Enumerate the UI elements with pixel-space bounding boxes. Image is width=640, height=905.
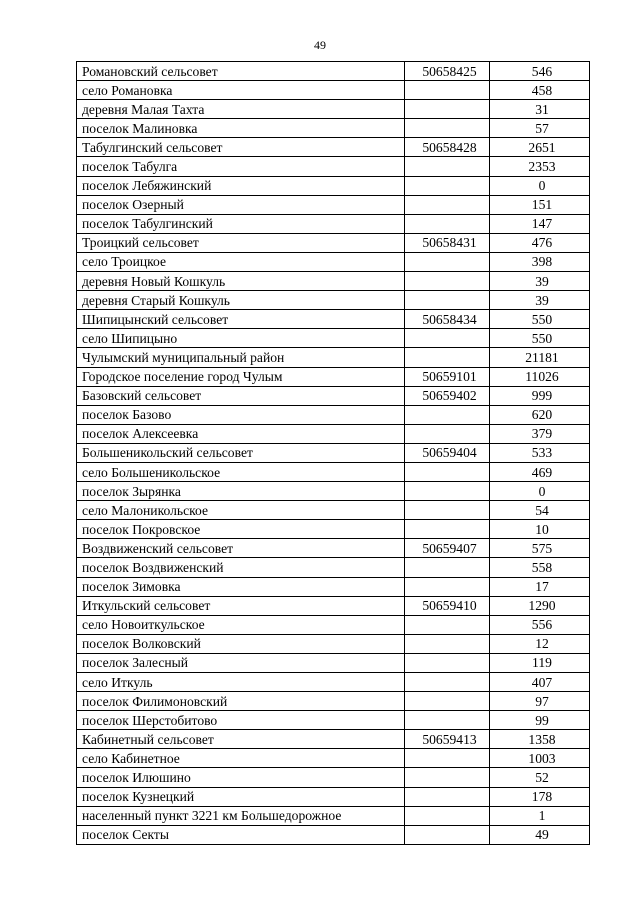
code-cell — [405, 100, 490, 119]
code-cell — [405, 749, 490, 768]
table-row — [77, 520, 590, 539]
code-cell — [405, 157, 490, 176]
value-cell: 2353 — [490, 157, 590, 176]
code-cell — [405, 653, 490, 672]
name-cell: село Троицкое — [77, 252, 405, 271]
name-cell: поселок Алексеевка — [77, 424, 405, 443]
name-cell: поселок Филимоновский — [77, 692, 405, 711]
value-cell: 52 — [490, 768, 590, 787]
value-cell: 151 — [490, 195, 590, 214]
table-row — [77, 749, 590, 768]
name-cell: поселок Озерный — [77, 195, 405, 214]
name-cell: Шипицынский сельсовет — [77, 310, 405, 329]
code-cell: 50658425 — [405, 62, 490, 81]
value-cell: 49 — [490, 825, 590, 844]
code-cell — [405, 176, 490, 195]
name-cell: поселок Покровское — [77, 520, 405, 539]
value-cell: 21181 — [490, 348, 590, 367]
code-cell: 50658431 — [405, 233, 490, 252]
name-cell: поселок Залесный — [77, 653, 405, 672]
table-row — [77, 195, 590, 214]
code-cell: 50658428 — [405, 138, 490, 157]
name-cell: поселок Лебяжинский — [77, 176, 405, 195]
name-cell: Базовский сельсовет — [77, 386, 405, 405]
value-cell: 469 — [490, 462, 590, 481]
value-cell: 0 — [490, 482, 590, 501]
name-cell: Большеникольский сельсовет — [77, 443, 405, 462]
code-cell — [405, 558, 490, 577]
code-cell — [405, 272, 490, 291]
value-cell: 558 — [490, 558, 590, 577]
value-cell: 119 — [490, 653, 590, 672]
code-cell — [405, 501, 490, 520]
code-cell: 50659407 — [405, 539, 490, 558]
value-cell: 476 — [490, 233, 590, 252]
table-row — [77, 386, 590, 405]
code-cell — [405, 81, 490, 100]
name-cell: Городское поселение город Чулым — [77, 367, 405, 386]
code-cell — [405, 291, 490, 310]
name-cell: деревня Старый Кошкуль — [77, 291, 405, 310]
value-cell: 31 — [490, 100, 590, 119]
value-cell: 57 — [490, 119, 590, 138]
name-cell: поселок Воздвиженский — [77, 558, 405, 577]
settlements-table — [76, 61, 590, 845]
code-cell — [405, 768, 490, 787]
code-cell — [405, 634, 490, 653]
name-cell: поселок Секты — [77, 825, 405, 844]
value-cell: 178 — [490, 787, 590, 806]
code-cell — [405, 214, 490, 233]
name-cell: село Романовка — [77, 81, 405, 100]
code-cell — [405, 482, 490, 501]
table-body — [77, 62, 590, 845]
table-row — [77, 424, 590, 443]
table-row — [77, 653, 590, 672]
table-row — [77, 252, 590, 271]
name-cell: поселок Шерстобитово — [77, 711, 405, 730]
table-row — [77, 673, 590, 692]
code-cell: 50658434 — [405, 310, 490, 329]
code-cell — [405, 806, 490, 825]
table-row — [77, 787, 590, 806]
name-cell: Чулымский муниципальный район — [77, 348, 405, 367]
value-cell: 97 — [490, 692, 590, 711]
value-cell: 379 — [490, 424, 590, 443]
table-row — [77, 291, 590, 310]
value-cell: 147 — [490, 214, 590, 233]
code-cell: 50659410 — [405, 596, 490, 615]
table-row — [77, 157, 590, 176]
page-number: 49 — [314, 38, 326, 52]
table-row — [77, 62, 590, 81]
value-cell: 0 — [490, 176, 590, 195]
name-cell: поселок Табулгинский — [77, 214, 405, 233]
code-cell — [405, 673, 490, 692]
code-cell: 50659404 — [405, 443, 490, 462]
code-cell — [405, 711, 490, 730]
value-cell: 999 — [490, 386, 590, 405]
value-cell: 620 — [490, 405, 590, 424]
table-row — [77, 462, 590, 481]
table-row — [77, 825, 590, 844]
code-cell — [405, 405, 490, 424]
name-cell: поселок Волковский — [77, 634, 405, 653]
value-cell: 1003 — [490, 749, 590, 768]
table-row — [77, 730, 590, 749]
value-cell: 398 — [490, 252, 590, 271]
name-cell: поселок Базово — [77, 405, 405, 424]
code-cell: 50659402 — [405, 386, 490, 405]
table-row — [77, 443, 590, 462]
table-row — [77, 348, 590, 367]
table-row — [77, 310, 590, 329]
name-cell: поселок Кузнецкий — [77, 787, 405, 806]
table-row — [77, 138, 590, 157]
name-cell: село Малоникольское — [77, 501, 405, 520]
code-cell — [405, 252, 490, 271]
table-row — [77, 615, 590, 634]
name-cell: село Большеникольское — [77, 462, 405, 481]
name-cell: село Иткуль — [77, 673, 405, 692]
table-row — [77, 501, 590, 520]
value-cell: 39 — [490, 291, 590, 310]
value-cell: 17 — [490, 577, 590, 596]
table-row — [77, 405, 590, 424]
code-cell — [405, 195, 490, 214]
name-cell: Табулгинский сельсовет — [77, 138, 405, 157]
code-cell — [405, 424, 490, 443]
value-cell: 533 — [490, 443, 590, 462]
table-row — [77, 692, 590, 711]
table-row — [77, 596, 590, 615]
code-cell — [405, 577, 490, 596]
value-cell: 546 — [490, 62, 590, 81]
table-row — [77, 558, 590, 577]
code-cell — [405, 329, 490, 348]
name-cell: село Кабинетное — [77, 749, 405, 768]
value-cell: 407 — [490, 673, 590, 692]
code-cell — [405, 520, 490, 539]
value-cell: 39 — [490, 272, 590, 291]
name-cell: деревня Новый Кошкуль — [77, 272, 405, 291]
table-row — [77, 806, 590, 825]
table-row — [77, 329, 590, 348]
value-cell: 1 — [490, 806, 590, 825]
table-row — [77, 100, 590, 119]
table-row — [77, 711, 590, 730]
value-cell: 1290 — [490, 596, 590, 615]
table-row — [77, 539, 590, 558]
value-cell: 2651 — [490, 138, 590, 157]
name-cell: поселок Табулга — [77, 157, 405, 176]
value-cell: 550 — [490, 329, 590, 348]
code-cell — [405, 119, 490, 138]
code-cell — [405, 787, 490, 806]
table-row — [77, 577, 590, 596]
value-cell: 458 — [490, 81, 590, 100]
table-row — [77, 367, 590, 386]
table-row — [77, 768, 590, 787]
value-cell: 575 — [490, 539, 590, 558]
name-cell: населенный пункт 3221 км Большедорожное — [77, 806, 405, 825]
name-cell: поселок Малиновка — [77, 119, 405, 138]
name-cell: село Шипицыно — [77, 329, 405, 348]
table-row — [77, 81, 590, 100]
name-cell: Иткульский сельсовет — [77, 596, 405, 615]
table-row — [77, 176, 590, 195]
name-cell: Воздвиженский сельсовет — [77, 539, 405, 558]
code-cell: 50659101 — [405, 367, 490, 386]
value-cell: 10 — [490, 520, 590, 539]
table-row — [77, 233, 590, 252]
table-row — [77, 119, 590, 138]
name-cell: деревня Малая Тахта — [77, 100, 405, 119]
value-cell: 556 — [490, 615, 590, 634]
table-row — [77, 214, 590, 233]
value-cell: 550 — [490, 310, 590, 329]
name-cell: поселок Илюшино — [77, 768, 405, 787]
name-cell: Троицкий сельсовет — [77, 233, 405, 252]
value-cell: 1358 — [490, 730, 590, 749]
table-row — [77, 482, 590, 501]
name-cell: село Новоиткульское — [77, 615, 405, 634]
code-cell: 50659413 — [405, 730, 490, 749]
name-cell: Романовский сельсовет — [77, 62, 405, 81]
table-row — [77, 634, 590, 653]
code-cell — [405, 825, 490, 844]
value-cell: 99 — [490, 711, 590, 730]
value-cell: 12 — [490, 634, 590, 653]
value-cell: 54 — [490, 501, 590, 520]
name-cell: Кабинетный сельсовет — [77, 730, 405, 749]
name-cell: поселок Зимовка — [77, 577, 405, 596]
code-cell — [405, 615, 490, 634]
code-cell — [405, 462, 490, 481]
name-cell: поселок Зырянка — [77, 482, 405, 501]
code-cell — [405, 692, 490, 711]
value-cell: 11026 — [490, 367, 590, 386]
code-cell — [405, 348, 490, 367]
table-row — [77, 272, 590, 291]
